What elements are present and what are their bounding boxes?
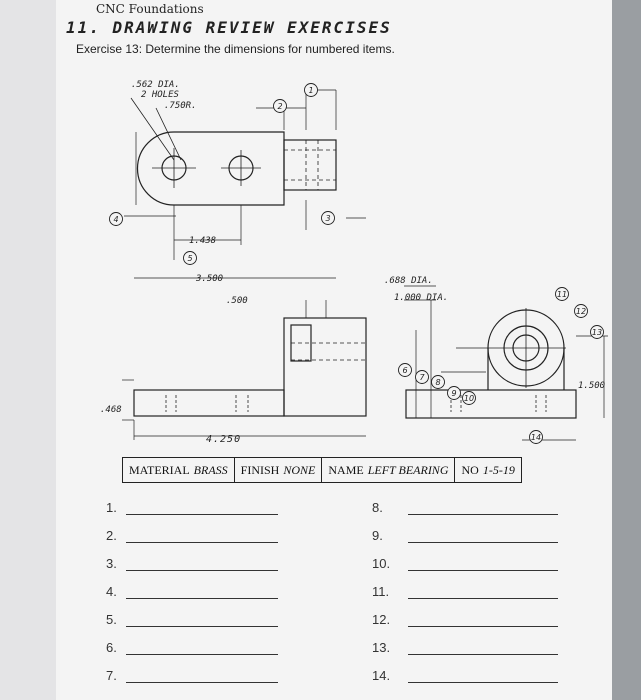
number-cell: [455, 458, 520, 482]
answer-field-11[interactable]: [408, 584, 558, 599]
name-value: LEFT BEARING: [367, 462, 449, 477]
answer-number-7: 7.: [106, 667, 117, 683]
finish-label: FINISH: [240, 462, 280, 477]
callout-9: 9: [451, 389, 457, 398]
answer-number-11: 11.: [372, 583, 390, 599]
answer-number-3: 3.: [106, 555, 117, 571]
background-right: [612, 0, 641, 700]
callout-2: 2: [277, 102, 283, 111]
answer-row-14: [372, 660, 558, 690]
answer-row-6: [106, 632, 278, 662]
callout-4: 4: [113, 215, 119, 224]
answer-number-12: 12.: [372, 611, 391, 627]
material-cell: [123, 458, 235, 482]
dim-radius: .750R.: [164, 101, 197, 111]
answer-number-6: 6.: [106, 639, 117, 655]
callout-3: 3: [325, 214, 331, 223]
answer-number-2: 2.: [106, 527, 117, 543]
name-cell: [322, 458, 455, 482]
answer-row-8: [372, 492, 558, 522]
answer-number-1: 1.: [106, 499, 117, 515]
number-label: NO: [461, 462, 479, 477]
material-label: MATERIAL: [129, 462, 190, 477]
callout-8: 8: [435, 378, 441, 387]
finish-cell: [235, 458, 323, 482]
answer-number-8: 8.: [372, 499, 383, 515]
name-label: NAME: [328, 462, 364, 477]
answer-row-7: [106, 660, 278, 690]
callout-5: 5: [187, 254, 193, 263]
title-block: [122, 457, 522, 483]
answer-number-5: 5.: [106, 611, 117, 627]
answer-field-10[interactable]: [408, 556, 558, 571]
material-value: BRASS: [193, 462, 228, 477]
dim-hole-count: 2 HOLES: [141, 90, 179, 100]
answer-field-12[interactable]: [408, 612, 558, 627]
dim-1500: 1.500: [578, 381, 606, 391]
answer-field-14[interactable]: [408, 668, 558, 683]
answer-number-13: 13.: [372, 639, 391, 655]
answer-row-4: [106, 576, 278, 606]
answer-row-10: [372, 548, 558, 578]
page-title: 11. DRAWING REVIEW EXERCISES: [66, 18, 392, 37]
dim-4250: 4.250: [206, 434, 242, 445]
answer-number-9: 9.: [372, 527, 383, 543]
worksheet-page: [56, 0, 612, 700]
answer-row-1: [106, 492, 278, 522]
dim-688-dia: .688 DIA.: [384, 276, 433, 286]
answer-field-8[interactable]: [408, 500, 558, 515]
answer-row-5: [106, 604, 278, 634]
answer-row-3: [106, 548, 278, 578]
dim-468: .468: [100, 405, 122, 415]
answer-field-13[interactable]: [408, 640, 558, 655]
callout-13: 13: [591, 328, 603, 337]
callout-10: 10: [463, 394, 475, 403]
dim-1438: 1.438: [189, 236, 217, 246]
callout-1: 1: [308, 86, 314, 95]
answer-field-7[interactable]: [126, 668, 278, 683]
answer-row-9: [372, 520, 558, 550]
answer-field-6[interactable]: [126, 640, 278, 655]
answer-field-9[interactable]: [408, 528, 558, 543]
exercise-instructions: Exercise 13: Determine the dimensions for numbered items.: [76, 42, 395, 56]
answer-row-2: [106, 520, 278, 550]
answer-field-1[interactable]: [126, 500, 278, 515]
answer-field-2[interactable]: [126, 528, 278, 543]
background-left: [0, 0, 56, 700]
dim-3500: 3.500: [196, 274, 224, 284]
finish-value: NONE: [283, 462, 316, 477]
number-value: 1-5-19: [482, 462, 515, 477]
answer-number-4: 4.: [106, 583, 117, 599]
callout-14: 14: [530, 433, 542, 442]
answer-field-4[interactable]: [126, 584, 278, 599]
dim-hole-diameter: .562 DIA.: [131, 80, 180, 90]
callout-7: 7: [419, 373, 425, 382]
brand-label: CNC Foundations: [96, 2, 204, 16]
dim-1000-dia: 1.000 DIA.: [394, 293, 449, 303]
dim-500: .500: [226, 296, 248, 306]
answer-row-13: [372, 632, 558, 662]
callout-6: 6: [402, 366, 408, 375]
callout-12: 12: [575, 307, 587, 316]
answer-field-5[interactable]: [126, 612, 278, 627]
callout-11: 11: [556, 290, 568, 299]
answer-number-10: 10.: [372, 555, 391, 571]
answer-row-12: [372, 604, 558, 634]
answer-number-14: 14.: [372, 667, 391, 683]
answer-row-11: [372, 576, 558, 606]
answer-field-3[interactable]: [126, 556, 278, 571]
